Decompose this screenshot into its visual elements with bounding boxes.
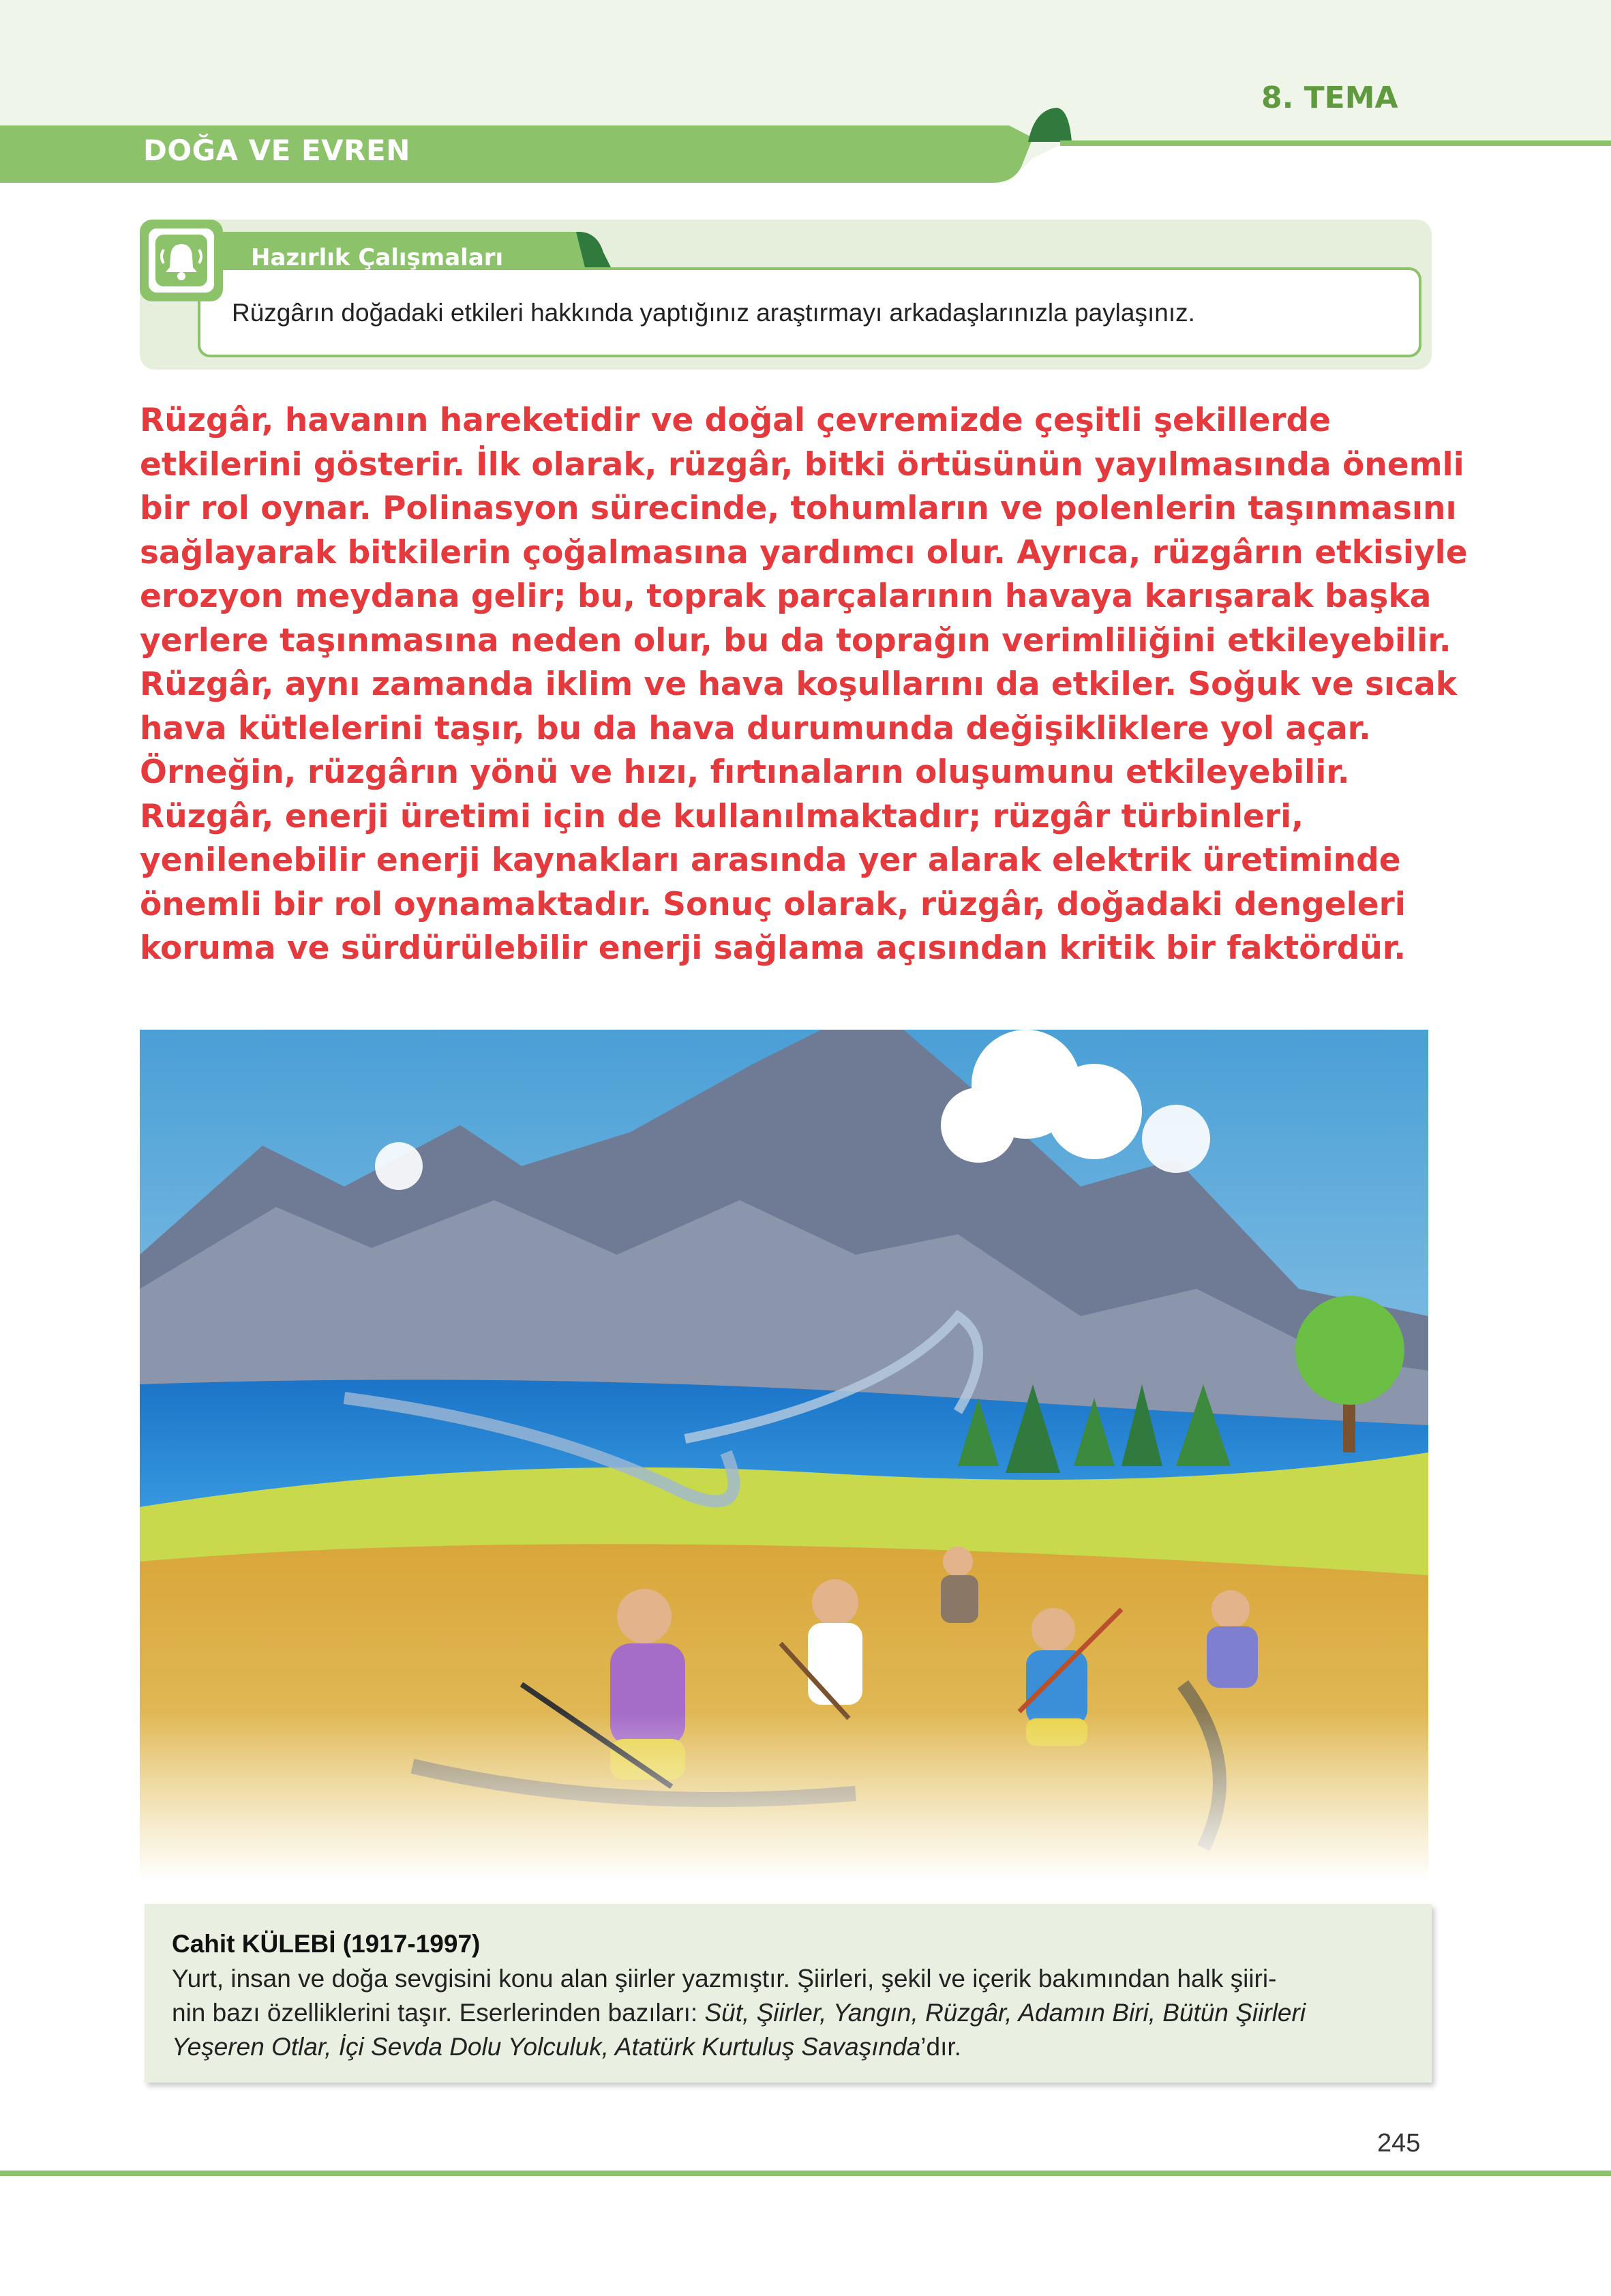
theme-label: 8. TEMA xyxy=(1261,80,1398,115)
author-bio-line-3: Yeşeren Otlar, İçi Sevda Dolu Yolculuk, Atatürk Kurtuluş Savaşında’dır. xyxy=(172,2033,961,2061)
main-paragraph-2: Rüzgâr, aynı zamanda iklim ve hava koşullarını da etkiler. Soğuk ve sıcak hava kütlelerini taşır, bu da hava durumunda değişikliklere yol açar. Örneğin, rüzgârın yönü ve hızı, fırtınaların oluşumunu etkileyebilir. Rüzgâr, enerji üretimi için de kullanılmaktadır; rüzgâr türbinleri, yenilenebilir enerji kaynakları arasında yer alarak elektrik üretiminde önemli bir rol oynamaktadır. Sonuç olarak, rüzgâr, doğadaki dengeleri koruma ve sürdürülebilir enerji sağlama açısından kritik bir faktördür. xyxy=(140,666,1457,967)
footer-line xyxy=(0,2171,1611,2176)
bell-icon xyxy=(154,233,209,288)
main-paragraph-1: Rüzgâr, havanın hareketidir ve doğal çevremizde çeşitli şekillerde etkilerini gösterir. İlk olarak, rüzgâr, bitki örtüsünün yayılmasında önemli bir rol oynar. Polinasyon sürecinde, tohumların ve polenlerin taşınmasını sağlayarak bitkilerin çoğalmasına yardımcı olur. Ayrıca, rüzgârın etkisiyle erozyon meydana gelir; bu, toprak parçalarının havaya karışarak başka yerlere taşınmasına neden olur, bu da toprağın verimliliğini etkileyebilir. xyxy=(140,402,1468,659)
author-bio xyxy=(172,1962,1413,2064)
author-works-1: Süt, Şiirler, Yangın, Rüzgâr, Adamın Biri, Bütün Şiirleri xyxy=(704,1999,1306,2027)
wind-field-illustration xyxy=(140,1030,1428,1882)
author-name: Cahit KÜLEBİ (1917-1997) xyxy=(172,1930,481,1958)
main-text xyxy=(140,399,1476,971)
section-title: DOĞA VE EVREN xyxy=(143,134,410,167)
author-bio-line-1: Yurt, insan ve doğa sevgisini konu alan şiirler yazmıştır. Şiirleri, şekil ve içerik bakımından halk şiiri- xyxy=(172,1965,1277,1993)
author-bio-line-2: nin bazı özelliklerini taşır. Eserlerinden bazıları: Süt, Şiirler, Yangın, Rüzgâr, Adamın Biri, Bütün Şiirleri xyxy=(172,1999,1306,2027)
preparation-text: Rüzgârın doğadaki etkileri hakkında yaptığınız araştırmayı arkadaşlarınızla paylaşınız. xyxy=(232,299,1195,327)
preparation-title: Hazırlık Çalışmaları xyxy=(251,244,504,271)
page-number: 245 xyxy=(1377,2129,1421,2158)
author-works-2: Yeşeren Otlar, İçi Sevda Dolu Yolculuk, Atatürk Kurtuluş Savaşında xyxy=(172,2033,921,2061)
